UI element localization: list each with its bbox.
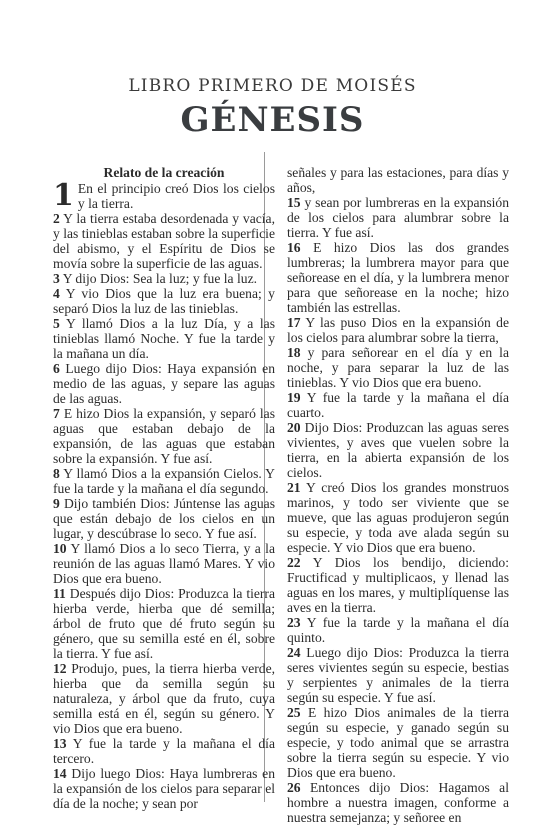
verse-number: 14: [53, 766, 67, 781]
verse: [53, 316, 275, 361]
verse-number: 16: [287, 240, 301, 255]
verse: [287, 390, 509, 420]
verse-text: Y dijo Dios: Sea la luz; y fue la luz.: [62, 271, 257, 286]
verse-text: Y fue la tarde y la mañana el día cuarto.: [287, 390, 509, 420]
verse: [287, 480, 509, 555]
verse: [53, 271, 275, 286]
verse-number: 4: [53, 286, 60, 301]
verse-text: y sean por lumbreras en la expansión de los cielos para alumbrar sobre la tierra. Y fue así.: [287, 195, 509, 240]
verse-number: 13: [53, 736, 67, 751]
verse: [287, 705, 509, 780]
verse-number: 11: [53, 586, 66, 601]
verse: [53, 766, 275, 811]
verse-text: Y las puso Dios en la expansión de los cielos para alumbrar sobre la tierra,: [287, 315, 509, 345]
book-title: LIBRO PRIMERO DE MOISÉS: [128, 76, 417, 96]
verse-text: y para señorear en el día y en la noche, y para separar la luz de las tinieblas. Y vio Dios que era bueno.: [287, 345, 509, 390]
verse-text: Y llamó Dios a la luz Día, y a las tinieblas llamó Noche. Y fue la tarde y la mañana un día.: [53, 316, 275, 361]
verse-text: Dijo luego Dios: Haya lumbreras en la expansión de los cielos para separar el día de la noche; y sean por: [53, 766, 276, 811]
verse: [53, 661, 275, 736]
verse-text: En el principio creó Dios los cielos y la tierra.: [77, 181, 275, 211]
verse-text: señales y para las estaciones, para días y años,: [287, 165, 509, 195]
verse: [287, 345, 509, 390]
verse-text: Y fue la tarde y la mañana el día tercero.: [53, 736, 275, 766]
verse-number: 15: [287, 195, 301, 210]
verse-number: 23: [287, 615, 301, 630]
verse: [53, 406, 275, 466]
verse-1: [53, 178, 275, 213]
verse-number: 10: [53, 541, 67, 556]
chapter-title: GÉNESIS: [180, 100, 365, 140]
verse-number: 19: [287, 390, 301, 405]
verse-text: E hizo Dios las dos grandes lumbreras; la lumbrera mayor para que señorease en el día, y la lumbrera menor para que señorease en la noche; hizo también las estrellas.: [287, 240, 510, 315]
verse-number: 6: [53, 361, 60, 376]
verse-text: Y Dios los bendijo, diciendo: Fructificad y multiplicaos, y llenad las aguas en los mares, y multiplíquense las aves en la tierra.: [287, 555, 509, 615]
verse: [287, 645, 509, 705]
verse-text: Dijo Dios: Produzcan las aguas seres vivientes, y aves que vuelen sobre la tierra, en la abierta expansión de los cielos.: [287, 420, 509, 480]
verse-text: Después dijo Dios: Produzca la tierra hierba verde, hierba que dé semilla; árbol de fruto que dé fruto según su género, que su semilla esté en él, sobre la tierra. Y fue así.: [53, 586, 275, 661]
verse-number: 21: [287, 480, 301, 495]
verse: [53, 211, 275, 271]
verse-number: 5: [53, 316, 60, 331]
verse-text: Luego dijo Dios: Produzca la tierra seres vivientes según su especie, bestias y serpientes y animales de la tierra según su especie. Y fue así.: [287, 645, 509, 705]
chapter-number: 1: [53, 178, 74, 213]
verse-number: 20: [287, 420, 301, 435]
verse-number: 8: [53, 466, 60, 481]
verse-number: 26: [287, 780, 301, 795]
verse-number: 25: [287, 705, 301, 720]
verse: [287, 615, 509, 645]
verse-text: Y fue la tarde y la mañana el día quinto.: [287, 615, 509, 645]
verse: [53, 361, 275, 406]
verse-text: Y llamó Dios a la expansión Cielos. Y fue la tarde y la mañana el día segundo.: [53, 466, 275, 496]
verse: [287, 240, 509, 315]
verse-number: 7: [53, 406, 60, 421]
section-heading: Relato de la creación: [103, 165, 225, 180]
verse: [287, 555, 509, 615]
verse: [53, 466, 275, 496]
right-column: [287, 165, 509, 825]
verse: [287, 315, 509, 345]
verse-text: Y creó Dios los grandes monstruos marinos, y todo ser viviente que se mueve, que las aguas produjeron según su especie, y toda ave alada según su especie. Y vio Dios que era bueno.: [287, 480, 509, 555]
verse: [287, 780, 509, 825]
verse-text: Dijo también Dios: Júntense las aguas que están debajo de los cielos en un lugar, y descúbrase lo seco. Y fue así.: [53, 496, 275, 541]
verse-text: Y llamó Dios a lo seco Tierra, y a la reunión de las aguas llamó Mares. Y vio Dios que era bueno.: [53, 541, 275, 586]
verse-number: 3: [53, 271, 60, 286]
verse: [53, 736, 275, 766]
verse-number: 18: [287, 345, 301, 360]
verse-text: Y la tierra estaba desordenada y vacía, y las tinieblas estaban sobre la superficie del abismo, y el Espíritu de Dios se movía sobre la superficie de las aguas.: [53, 211, 275, 271]
verse: [287, 195, 509, 240]
verse-continuation: [287, 165, 509, 195]
verse-text: E hizo Dios animales de la tierra según su especie, y ganado según su especie, y todo animal que se arrastra sobre la tierra según su especie. Y vio Dios que era bueno.: [287, 705, 509, 780]
verse: [53, 541, 275, 586]
verse-text: Y vio Dios que la luz era buena; y separó Dios la luz de las tinieblas.: [53, 286, 275, 316]
verse-number: 12: [53, 661, 67, 676]
verse: [287, 420, 509, 480]
verse-number: 17: [287, 315, 301, 330]
verse-number: 2: [53, 211, 60, 226]
verse-text: Produjo, pues, la tierra hierba verde, hierba que da semilla según su naturaleza, y árbol que da fruto, cuya semilla está en él, según su género. Y vio Dios que era bueno.: [53, 661, 275, 736]
verse-number: 9: [53, 496, 60, 511]
verse-text: Entonces dijo Dios: Hagamos al hombre a nuestra imagen, conforme a nuestra semejanza; y señoree en: [287, 780, 509, 825]
verse-number: 24: [287, 645, 301, 660]
verse: [53, 586, 275, 661]
verse-text: E hizo Dios la expansión, y separó las aguas que estaban debajo de la expansión, de las aguas que estaban sobre la expansión. Y fue así.: [53, 406, 275, 466]
verse-text: Luego dijo Dios: Haya expansión en medio de las aguas, y separe las aguas de las aguas.: [53, 361, 275, 406]
verse-number: 22: [287, 555, 301, 570]
verse: [53, 286, 275, 316]
verse: [53, 496, 275, 541]
left-column: [53, 166, 275, 811]
